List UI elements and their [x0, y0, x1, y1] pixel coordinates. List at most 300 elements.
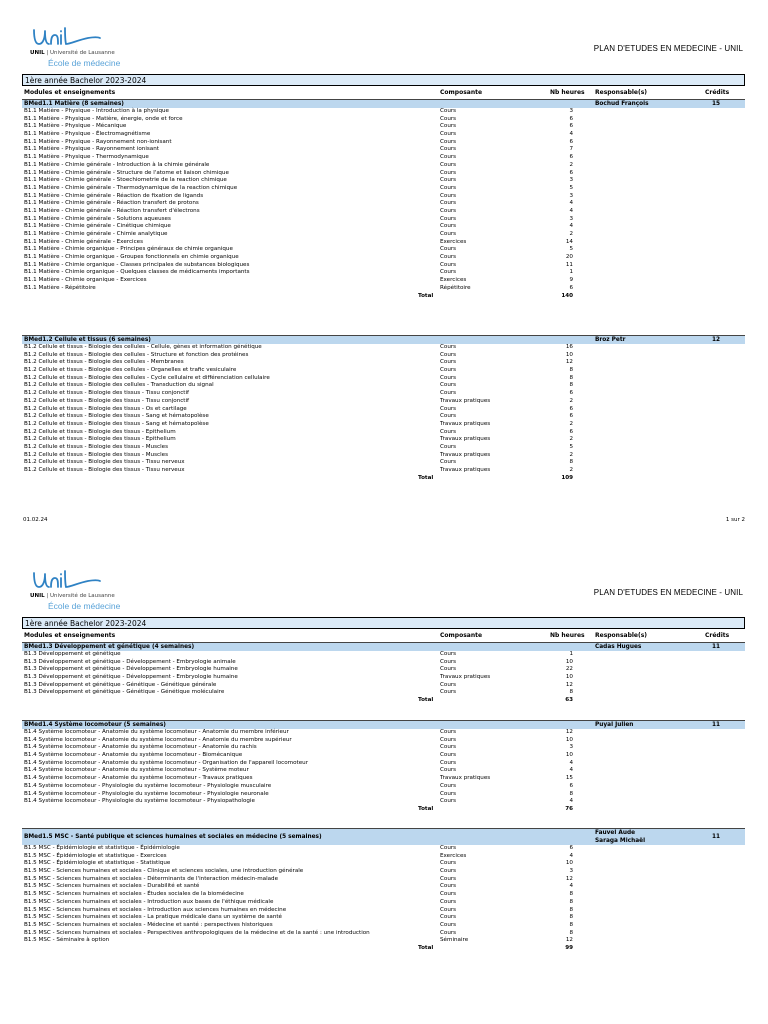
course-hours: 6 [569, 169, 573, 176]
course-component: Exercices [440, 277, 467, 284]
course-label: B1.1 Matière - Chimie organique - Quelques classes de médicaments importants [24, 269, 250, 276]
course-component: Cours [440, 169, 457, 176]
module-responsible [595, 100, 649, 108]
course-hours: 1 [569, 651, 573, 657]
course-hours: 12 [565, 359, 573, 366]
course-hours: 2 [569, 420, 573, 427]
module-block [22, 720, 745, 814]
course-hours: 4 [569, 131, 573, 138]
course-hours: 8 [569, 906, 573, 913]
table-row [22, 208, 745, 216]
course-component: Séminaire [440, 937, 469, 944]
course-hours: 2 [569, 397, 573, 404]
module-header [22, 335, 745, 344]
course-hours: 8 [569, 790, 573, 797]
col-hours: Nb heures [550, 632, 585, 639]
course-label: B1.1 Matière - Chimie générale - Réaction de fixation de ligands [24, 192, 204, 199]
course-component: Cours [440, 681, 457, 688]
course-label: B1.2 Cellule et tissus - Biologie des tissus - Muscles [24, 443, 168, 450]
total-label: Total [418, 697, 434, 704]
course-component: Cours [440, 146, 457, 153]
table-row [22, 382, 745, 390]
module-title: BMed1.1 Matière (8 semaines) [24, 101, 124, 107]
course-label: B1.1 Matière - Chimie générale - Exercices [24, 238, 144, 245]
course-component: Répétitoire [440, 284, 471, 291]
course-label: B1.4 Système locomoteur - Anatomie du système locomoteur - Anatomie du membre supérieur [24, 736, 292, 743]
col-credits: Crédits [705, 632, 730, 639]
course-label: B1.2 Cellule et tissus - Biologie des tissus - Sang et hématopoïèse [24, 413, 209, 420]
course-component: Cours [440, 651, 457, 657]
course-hours: 2 [569, 467, 573, 473]
module-block [22, 828, 745, 953]
module-responsible [595, 721, 633, 729]
course-component: Cours [440, 261, 457, 268]
table-row [22, 452, 745, 460]
course-hours: 8 [569, 914, 573, 921]
year-bar: 1ère année Bachelor 2023-2024 [22, 617, 745, 629]
course-hours: 1 [569, 269, 573, 276]
course-hours: 4 [569, 883, 573, 890]
course-component: Cours [440, 367, 457, 374]
course-label: B1.3 Développement et génétique [24, 651, 121, 657]
table-row [22, 421, 745, 429]
table-row [22, 108, 745, 116]
table-row [22, 146, 745, 154]
table-row [22, 914, 745, 922]
course-hours: 4 [569, 852, 573, 859]
table-row [22, 868, 745, 876]
course-label: B1.1 Matière - Physique - Mécanique [24, 123, 127, 130]
module-title: BMed1.3 Développement et génétique (4 semaines) [24, 644, 195, 650]
course-hours: 4 [569, 200, 573, 207]
course-hours: 6 [569, 405, 573, 412]
module-responsible [595, 336, 625, 344]
course-hours: 6 [569, 390, 573, 397]
total-label: Total [418, 292, 434, 299]
course-label: B1.1 Matière - Chimie organique - Classes principales de substances biologiques [24, 261, 250, 268]
course-component: Cours [440, 161, 457, 168]
course-component: Cours [440, 192, 457, 199]
course-label: B1.3 Développement et génétique - Développement - Embryologie animale [24, 658, 236, 665]
course-component: Cours [440, 374, 457, 381]
course-hours: 6 [569, 428, 573, 435]
course-hours: 8 [569, 898, 573, 905]
course-label: B1.1 Matière - Chimie organique - Exercices [24, 277, 147, 284]
course-component: Cours [440, 443, 457, 450]
course-component: Cours [440, 898, 457, 905]
course-hours: 8 [569, 459, 573, 466]
table-row [22, 367, 745, 375]
year-bar: 1ère année Bachelor 2023-2024 [22, 74, 745, 86]
course-component: Cours [440, 689, 457, 696]
table-row [22, 123, 745, 131]
table-row [22, 845, 745, 853]
responsible-name: Bochud François [595, 101, 649, 107]
module-title: BMed1.2 Cellule et tissus (6 semaines) [24, 337, 151, 343]
course-label: B1.4 Système locomoteur - Anatomie du système locomoteur - Travaux pratiques [24, 775, 253, 782]
table-row [22, 467, 745, 475]
course-hours: 10 [565, 736, 573, 743]
course-label: B1.5 MSC - Sciences humaines et sociales - Clinique et sciences sociales, une introduction générale [24, 868, 304, 875]
course-hours: 10 [565, 658, 573, 665]
course-component: Cours [440, 914, 457, 921]
course-label: B1.4 Système locomoteur - Physiologie du système locomoteur - Physiologie neuronale [24, 790, 269, 797]
table-row [22, 185, 745, 193]
course-component: Cours [440, 790, 457, 797]
course-component: Cours [440, 868, 457, 875]
course-label: B1.4 Système locomoteur - Anatomie du système locomoteur - Anatomie du rachis [24, 744, 257, 751]
course-component: Cours [440, 131, 457, 138]
module-credits: 11 [712, 644, 721, 650]
course-hours: 12 [565, 875, 573, 882]
table-row [22, 674, 745, 682]
course-hours: 8 [569, 921, 573, 928]
module-header [22, 642, 745, 651]
course-label: B1.2 Cellule et tissus - Biologie des cellules - Cellule, gènes et information génétique [24, 344, 262, 350]
course-label: B1.1 Matière - Physique - Rayonnement ionisant [24, 146, 159, 153]
module-responsible [595, 829, 645, 845]
course-label: B1.1 Matière - Chimie générale - Réaction transfert de protons [24, 200, 199, 207]
table-row [22, 162, 745, 170]
table-row [22, 744, 745, 752]
table-row [22, 444, 745, 452]
course-component: Cours [440, 115, 457, 122]
course-label: B1.2 Cellule et tissus - Biologie des tissus - Sang et hématopoïèse [24, 420, 209, 427]
table-row [22, 359, 745, 367]
course-label: B1.5 MSC - Sciences humaines et sociales - Déterminants de l'interaction médecin-malade [24, 875, 279, 882]
table-row [22, 651, 745, 659]
course-hours: 10 [565, 860, 573, 867]
course-label: B1.1 Matière - Chimie générale - Solutions aqueuses [24, 215, 171, 222]
table-row [22, 860, 745, 868]
course-hours: 4 [569, 767, 573, 774]
course-hours: 10 [565, 752, 573, 759]
course-label: B1.4 Système locomoteur - Anatomie du système locomoteur - Système moteur [24, 767, 249, 774]
course-label: B1.2 Cellule et tissus - Biologie des cellules - Membranes [24, 359, 184, 366]
course-hours: 15 [565, 775, 573, 782]
course-label: B1.5 MSC - Sciences humaines et sociales - La pratique médicale dans un système de santé [24, 914, 282, 921]
course-component: Cours [440, 666, 457, 673]
course-hours: 3 [569, 192, 573, 199]
module-total-row [22, 806, 745, 814]
course-component: Cours [440, 736, 457, 743]
course-hours: 3 [569, 215, 573, 222]
course-label: B1.3 Développement et génétique - Génétique - Génétique générale [24, 681, 217, 688]
table-row [22, 689, 745, 697]
course-component: Cours [440, 177, 457, 184]
course-label: B1.1 Matière - Répétitoire [24, 284, 96, 291]
col-responsible: Responsable(s) [595, 632, 648, 639]
course-component: Cours [440, 200, 457, 207]
table-row [22, 285, 745, 293]
course-hours: 6 [569, 123, 573, 130]
course-label: B1.3 Développement et génétique - Génétique - Génétique moléculaire [24, 689, 225, 696]
course-component: Cours [440, 215, 457, 222]
course-label: B1.5 MSC - Épidémiologie et statistique - Statistique [24, 860, 171, 867]
course-component: Travaux pratiques [440, 775, 491, 782]
table-row [22, 729, 745, 737]
course-component: Cours [440, 891, 457, 898]
course-label: B1.1 Matière - Physique - Thermodynamique [24, 154, 149, 161]
footer-page-number: 1 sur 2 [725, 517, 745, 523]
university-line: UNIL | Université de Lausanne [30, 593, 115, 599]
course-component: Cours [440, 759, 457, 766]
course-hours: 4 [569, 223, 573, 230]
module-credits: 12 [712, 337, 721, 343]
course-component: Exercices [440, 238, 467, 245]
course-hours: 22 [565, 666, 573, 673]
course-component: Cours [440, 767, 457, 774]
course-label: B1.2 Cellule et tissus - Biologie des tissus - Tissu conjonctif [24, 390, 190, 397]
course-hours: 12 [565, 937, 573, 944]
column-headers [24, 632, 745, 641]
course-hours: 4 [569, 759, 573, 766]
course-label: B1.1 Matière - Chimie générale - Structure de l'atome et liaison chimique [24, 169, 229, 176]
module-block [22, 642, 745, 705]
course-component: Cours [440, 413, 457, 420]
table-row [22, 246, 745, 254]
table-row [22, 752, 745, 760]
course-label: B1.5 MSC - Sciences humaines et sociales - Perspectives anthropologiques de la médecine et de la santé : une introduction [24, 929, 370, 936]
table-row [22, 767, 745, 775]
table-row [22, 277, 745, 285]
course-component: Cours [440, 752, 457, 759]
table-row [22, 231, 745, 239]
school-name: École de médecine [48, 601, 121, 611]
course-component: Cours [440, 207, 457, 214]
total-hours: 109 [561, 474, 573, 481]
course-hours: 2 [569, 451, 573, 458]
course-hours: 10 [565, 351, 573, 358]
module-total-row [22, 293, 745, 301]
course-hours: 4 [569, 798, 573, 805]
table-row [22, 883, 745, 891]
module-header [22, 720, 745, 729]
course-component: Cours [440, 744, 457, 751]
table-row [22, 459, 745, 467]
table-row [22, 344, 745, 352]
course-component: Travaux pratiques [440, 674, 491, 681]
course-component: Cours [440, 154, 457, 161]
course-hours: 5 [569, 443, 573, 450]
course-label: B1.4 Système locomoteur - Physiologie du système locomoteur - Physiologie musculaire [24, 782, 272, 789]
course-component: Cours [440, 921, 457, 928]
course-hours: 3 [569, 177, 573, 184]
course-hours: 9 [569, 277, 573, 284]
course-component: Cours [440, 929, 457, 936]
course-label: B1.1 Matière - Chimie générale - Thermodynamique de la reaction chimique [24, 184, 238, 191]
course-label: B1.1 Matière - Chimie générale - Chimie analytique [24, 231, 168, 237]
course-component: Cours [440, 883, 457, 890]
course-label: B1.5 MSC - Sciences humaines et sociales - Introduction aux bases de l'éthique médicale [24, 898, 274, 905]
table-row [22, 783, 745, 791]
module-block [22, 99, 745, 301]
course-hours: 20 [565, 254, 573, 261]
table-row [22, 775, 745, 783]
course-component: Cours [440, 254, 457, 261]
module-total-row [22, 945, 745, 953]
course-label: B1.2 Cellule et tissus - Biologie des cellules - Cycle cellulaire et différenciation cellulaire [24, 374, 270, 381]
course-label: B1.4 Système locomoteur - Anatomie du système locomoteur - Biomécanique [24, 752, 243, 759]
course-label: B1.2 Cellule et tissus - Biologie des tissus - Tissu conjonctif [24, 397, 190, 404]
col-modules: Modules et enseignements [24, 89, 116, 96]
table-row [22, 200, 745, 208]
course-component: Cours [440, 184, 457, 191]
course-hours: 2 [569, 436, 573, 443]
module-credits: 15 [712, 101, 721, 107]
course-hours: 3 [569, 868, 573, 875]
course-hours: 8 [569, 689, 573, 696]
table-row [22, 937, 745, 945]
table-row [22, 223, 745, 231]
course-component: Cours [440, 845, 457, 851]
course-label: B1.2 Cellule et tissus - Biologie des tissus - Muscles [24, 451, 168, 458]
total-hours: 63 [565, 697, 573, 704]
course-hours: 5 [569, 184, 573, 191]
module-total-row [22, 697, 745, 705]
module-header [22, 99, 745, 108]
footer-date: 01.02.24 [23, 517, 48, 523]
course-hours: 8 [569, 891, 573, 898]
course-label: B1.1 Matière - Chimie générale - Introduction à la chimie générale [24, 161, 210, 168]
course-hours: 6 [569, 138, 573, 145]
table-row [22, 116, 745, 124]
plan-title: PLAN D'ETUDES EN MEDECINE - UNIL [593, 44, 743, 53]
table-row [22, 413, 745, 421]
col-credits: Crédits [705, 89, 730, 96]
course-label: B1.1 Matière - Physique - Rayonnement non-ionisant [24, 138, 172, 145]
course-hours: 3 [569, 108, 573, 114]
course-component: Cours [440, 658, 457, 665]
table-row [22, 798, 745, 806]
course-label: B1.5 MSC - Sciences humaines et sociales - Durabilité et santé [24, 883, 200, 890]
course-label: B1.4 Système locomoteur - Physiologie du système locomoteur - Physiopathologie [24, 798, 255, 805]
course-label: B1.1 Matière - Physique - Matière, énergie, onde et force [24, 115, 183, 122]
unil-logo-icon [30, 26, 102, 50]
course-label: B1.2 Cellule et tissus - Biologie des tissus - Tissu nerveux [24, 459, 185, 466]
module-total-row [22, 475, 745, 483]
course-label: B1.2 Cellule et tissus - Biologie des cellules - Transduction du signal [24, 382, 214, 389]
col-modules: Modules et enseignements [24, 632, 116, 639]
course-label: B1.2 Cellule et tissus - Biologie des tissus - Tissu nerveux [24, 467, 185, 473]
course-component: Travaux pratiques [440, 451, 491, 458]
course-label: B1.1 Matière - Chimie organique - Principes généraux de chimie organique [24, 246, 233, 253]
course-component: Cours [440, 269, 457, 276]
col-component: Composante [440, 632, 483, 639]
course-label: B1.1 Matière - Chimie générale - Stoechiometrie de la reaction chimique [24, 177, 227, 184]
responsible-name: Puyal Julien [595, 722, 634, 728]
course-label: B1.1 Matière - Physique - Introduction à la physique [24, 108, 169, 114]
table-row [22, 254, 745, 262]
course-component: Travaux pratiques [440, 420, 491, 427]
course-label: B1.4 Système locomoteur - Anatomie du système locomoteur - Anatomie du membre inférieur [24, 729, 289, 735]
total-label: Total [418, 474, 434, 481]
course-component: Cours [440, 123, 457, 130]
course-label: B1.1 Matière - Physique - Électromagnétisme [24, 131, 151, 138]
course-hours: 2 [569, 161, 573, 168]
table-row [22, 436, 745, 444]
table-row [22, 899, 745, 907]
course-component: Cours [440, 798, 457, 805]
course-hours: 6 [569, 284, 573, 291]
course-hours: 16 [565, 344, 573, 350]
plan-title: PLAN D'ETUDES EN MEDECINE - UNIL [593, 588, 743, 597]
table-row [22, 269, 745, 277]
module-block [22, 335, 745, 483]
course-hours: 6 [569, 845, 573, 851]
total-hours: 140 [561, 292, 573, 299]
responsible-name: Saraga Michaël [595, 838, 646, 844]
course-component: Cours [440, 138, 457, 145]
course-label: B1.5 MSC - Sciences humaines et sociales - Introduction aux sciences humaines en médecine [24, 906, 287, 913]
course-label: B1.3 Développement et génétique - Développement - Embryologie humaine [24, 674, 238, 681]
course-hours: 14 [565, 238, 573, 245]
course-label: B1.4 Système locomoteur - Anatomie du système locomoteur - Organisation de l'appareil locomoteur [24, 759, 309, 766]
module-header [22, 828, 745, 845]
school-name: École de médecine [48, 58, 121, 68]
course-hours: 12 [565, 729, 573, 735]
course-component: Cours [440, 860, 457, 867]
course-component: Cours [440, 729, 457, 735]
table-row [22, 429, 745, 437]
module-credits: 11 [712, 834, 721, 840]
table-row [22, 375, 745, 383]
course-label: B1.1 Matière - Chimie générale - Réaction transfert d'électrons [24, 207, 200, 214]
course-label: B1.5 MSC - Séminaire à option [24, 937, 110, 944]
course-component: Cours [440, 782, 457, 789]
course-component: Cours [440, 344, 457, 350]
course-label: B1.3 Développement et génétique - Développement - Embryologie humaine [24, 666, 238, 673]
table-row [22, 891, 745, 899]
course-component: Cours [440, 108, 457, 114]
course-label: B1.1 Matière - Chimie générale - Cinétique chimique [24, 223, 171, 230]
module-responsible [595, 643, 641, 651]
responsible-name: Broz Petr [595, 337, 626, 343]
course-component: Cours [440, 875, 457, 882]
course-component: Travaux pratiques [440, 436, 491, 443]
course-component: Cours [440, 231, 457, 237]
course-component: Exercices [440, 852, 467, 859]
table-row [22, 352, 745, 360]
course-component: Cours [440, 246, 457, 253]
course-hours: 6 [569, 115, 573, 122]
document-page-2 [0, 512, 768, 1024]
course-label: B1.5 MSC - Épidémiologie et statistique - Exercices [24, 852, 167, 859]
course-hours: 12 [565, 681, 573, 688]
responsible-name: Cadas Hugues [595, 644, 642, 650]
course-hours: 7 [569, 146, 573, 153]
course-hours: 5 [569, 246, 573, 253]
course-hours: 6 [569, 413, 573, 420]
course-component: Cours [440, 351, 457, 358]
course-hours: 10 [565, 674, 573, 681]
table-row [22, 131, 745, 139]
table-row [22, 666, 745, 674]
course-hours: 2 [569, 231, 573, 237]
course-hours: 4 [569, 207, 573, 214]
course-component: Cours [440, 390, 457, 397]
course-component: Cours [440, 223, 457, 230]
course-hours: 8 [569, 929, 573, 936]
course-hours: 11 [565, 261, 573, 268]
col-responsible: Responsable(s) [595, 89, 648, 96]
course-label: B1.5 MSC - Sciences humaines et sociales - Médecine et santé : perspectives historiques [24, 921, 273, 928]
unil-logo-icon [30, 569, 102, 593]
module-credits: 11 [712, 722, 721, 728]
course-hours: 8 [569, 382, 573, 389]
course-component: Cours [440, 459, 457, 466]
university-line: UNIL | Université de Lausanne [30, 50, 115, 56]
